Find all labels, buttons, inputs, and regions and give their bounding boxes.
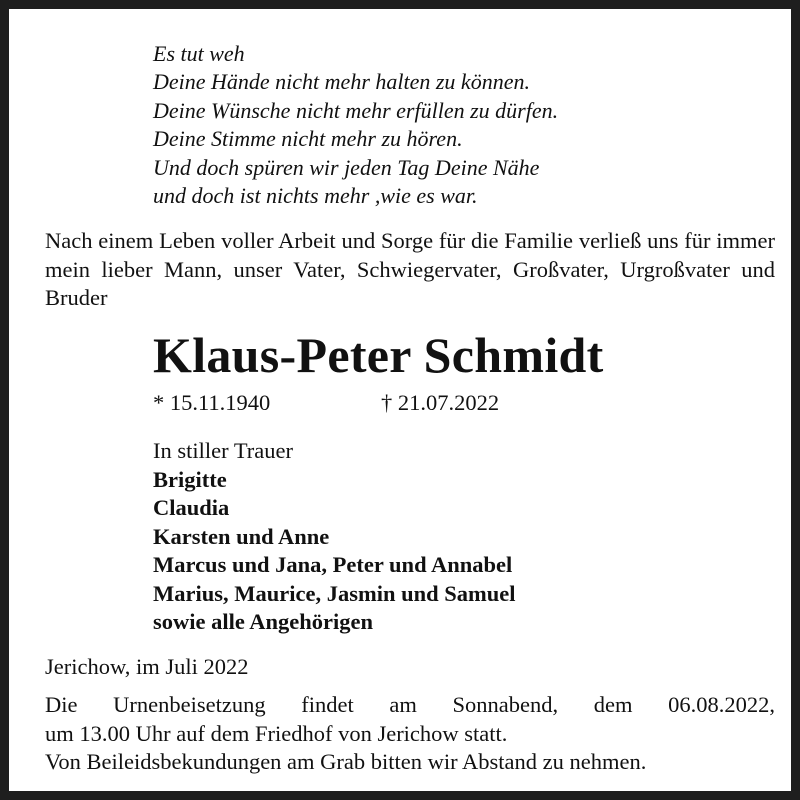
poem-line: Deine Stimme nicht mehr zu hören.: [153, 126, 463, 152]
funeral-line: Von Beileidsbekundungen am Grab bitten wir Abstand zu nehmen.: [45, 749, 647, 774]
poem-line: Und doch spüren wir jeden Tag Deine Nähe: [153, 154, 540, 180]
mourner-name: sowie alle Angehörigen: [153, 609, 373, 634]
memorial-poem: [153, 40, 558, 210]
deceased-name: Klaus-Peter Schmidt: [153, 327, 604, 383]
mourners-list: [153, 437, 516, 637]
death-date: † 21.07.2022: [381, 390, 500, 415]
place-date: Jerichow, im Juli 2022: [45, 654, 249, 679]
funeral-info: [45, 691, 775, 777]
mourning-heading: In stiller Trauer: [153, 438, 293, 463]
mourner-name: Claudia: [153, 495, 230, 520]
funeral-line: um 13.00 Uhr auf dem Friedhof von Jerichow statt.: [45, 720, 508, 746]
poem-line: Es tut weh: [153, 41, 245, 66]
poem-line: Deine Hände nicht mehr halten zu können.: [153, 69, 530, 95]
poem-line: und doch ist nichts mehr ,wie es war.: [153, 183, 478, 209]
mourner-name: Karsten und Anne: [153, 523, 330, 549]
mourner-name: Marius, Maurice, Jasmin und Samuel: [153, 580, 516, 606]
birth-date: * 15.11.1940: [153, 390, 271, 415]
poem-line: Deine Wünsche nicht mehr erfüllen zu dürfen.: [153, 97, 559, 123]
mourner-name: Marcus und Jana, Peter und Annabel: [153, 552, 513, 577]
funeral-line: Die Urnenbeisetzung findet am Sonnabend, dem 06.08.2022,: [45, 692, 775, 717]
mourner-name: Brigitte: [153, 466, 227, 492]
intro-paragraph: Nach einem Leben voller Arbeit und Sorge für die Familie verließ uns für immer mein lieber Mann, unser Vater, Schwiegervater, Großvater, Urgroßvater und Bruder: [45, 228, 775, 310]
